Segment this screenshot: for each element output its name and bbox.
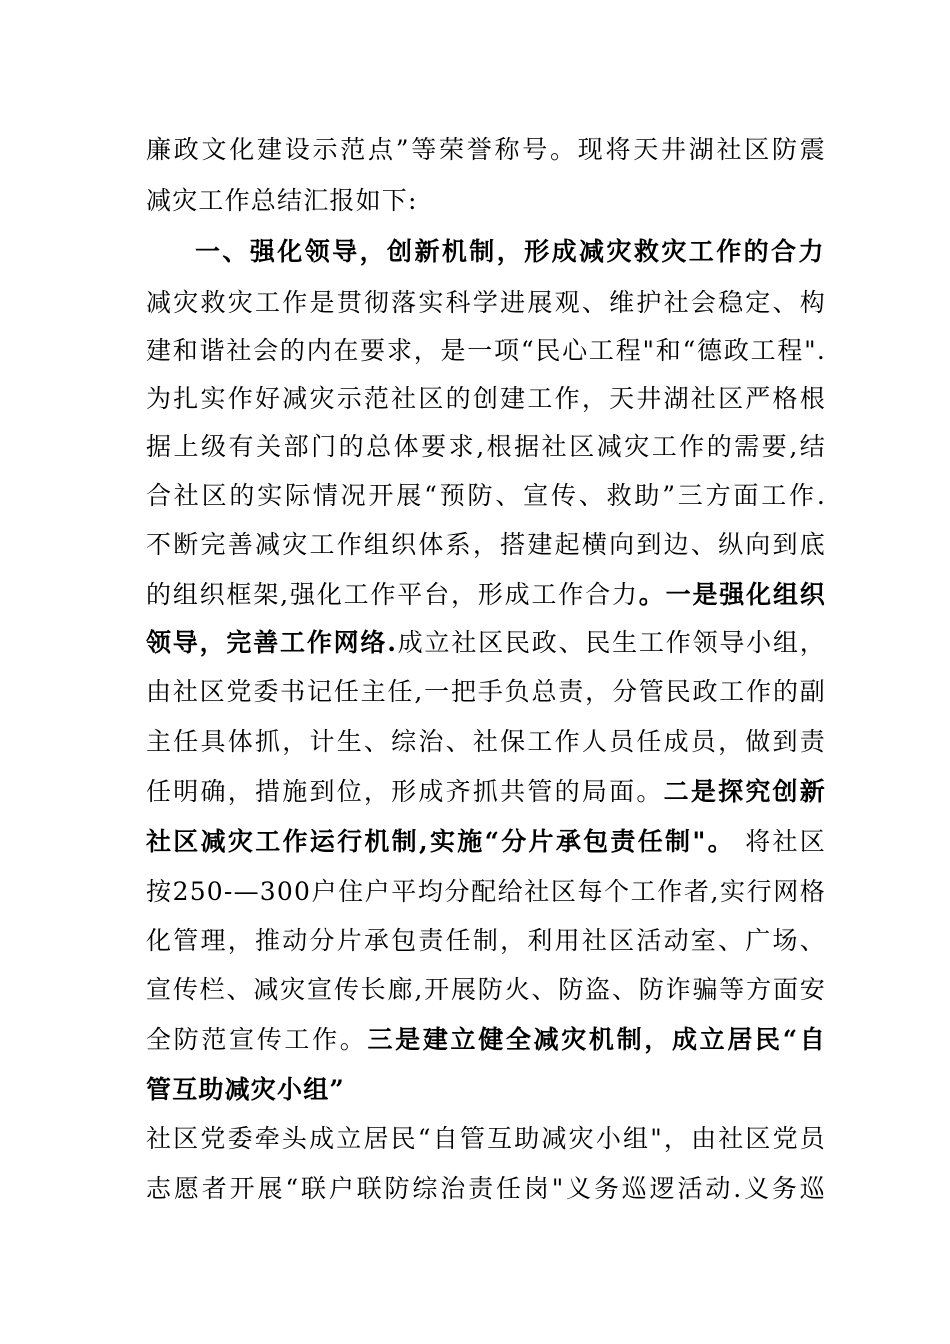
text-line-9: 不断完善减灾工作组织体系，搭建起横向到边、纵向到底 [146, 530, 826, 559]
text-line-12: 由社区党委书记任主任,一把手负总责，分管民政工作的副 [146, 677, 826, 706]
text-line-8: 合社区的实际情况开展“预防、宣传、救助”三方面工作. [146, 481, 826, 510]
text-line-6: 为扎实作好减灾示范社区的创建工作，天井湖社区严格根 [146, 384, 826, 413]
text-line-13: 主任具体抓，计生、综治、社保工作人员任成员，做到责 [146, 727, 826, 756]
text-line-1: 廉政文化建设示范点”等荣誉称号。现将天井湖社区防震 [146, 135, 826, 164]
text-line-17: 化管理，推动分片承包责任制，利用社区活动室、广场、 [146, 926, 826, 955]
text-line-22: 志愿者开展“联户联防综治责任岗"义务巡逻活动.义务巡 [146, 1174, 826, 1203]
text-line-14: 任明确，措施到位，形成齐抓共管的局面。二是探究创新 [146, 777, 826, 806]
text-line-18: 宣传栏、减灾宣传长廊,开展防火、防盗、防诈骗等方面安 [146, 975, 826, 1004]
text-line-15: 社区减灾工作运行机制,实施“分片承包责任制"。 将社区 [146, 827, 826, 856]
text-line-7: 据上级有关部门的总体要求,根据社区减灾工作的需要,结 [146, 432, 826, 461]
text-line-20: 管互助减灾小组” [146, 1075, 345, 1104]
text-line-5: 建和谐社会的内在要求，是一项“民心工程"和“德政工程". [146, 336, 826, 365]
text-line-11: 领导，完善工作网络.成立社区民政、民生工作领导小组， [146, 628, 826, 657]
text-line-4: 减灾救灾工作是贯彻落实科学进展观、维护社会稳定、构 [146, 288, 826, 317]
section-heading-1: 一、强化领导，创新机制，形成减灾救灾工作的合力 [195, 237, 825, 266]
text-line-2: 减灾工作总结汇报如下: [146, 186, 418, 215]
text-line-16: 按250-—300户住户平均分配给社区每个工作者,实行网格 [146, 877, 826, 906]
text-line-19: 全防范宣传工作。三是建立健全减灾机制，成立居民“自 [146, 1025, 826, 1054]
text-line-21: 社区党委牵头成立居民“自管互助减灾小组"，由社区党员 [146, 1124, 826, 1153]
text-line-10: 的组织框架,强化工作平台，形成工作合力。一是强化组织 [146, 580, 826, 609]
